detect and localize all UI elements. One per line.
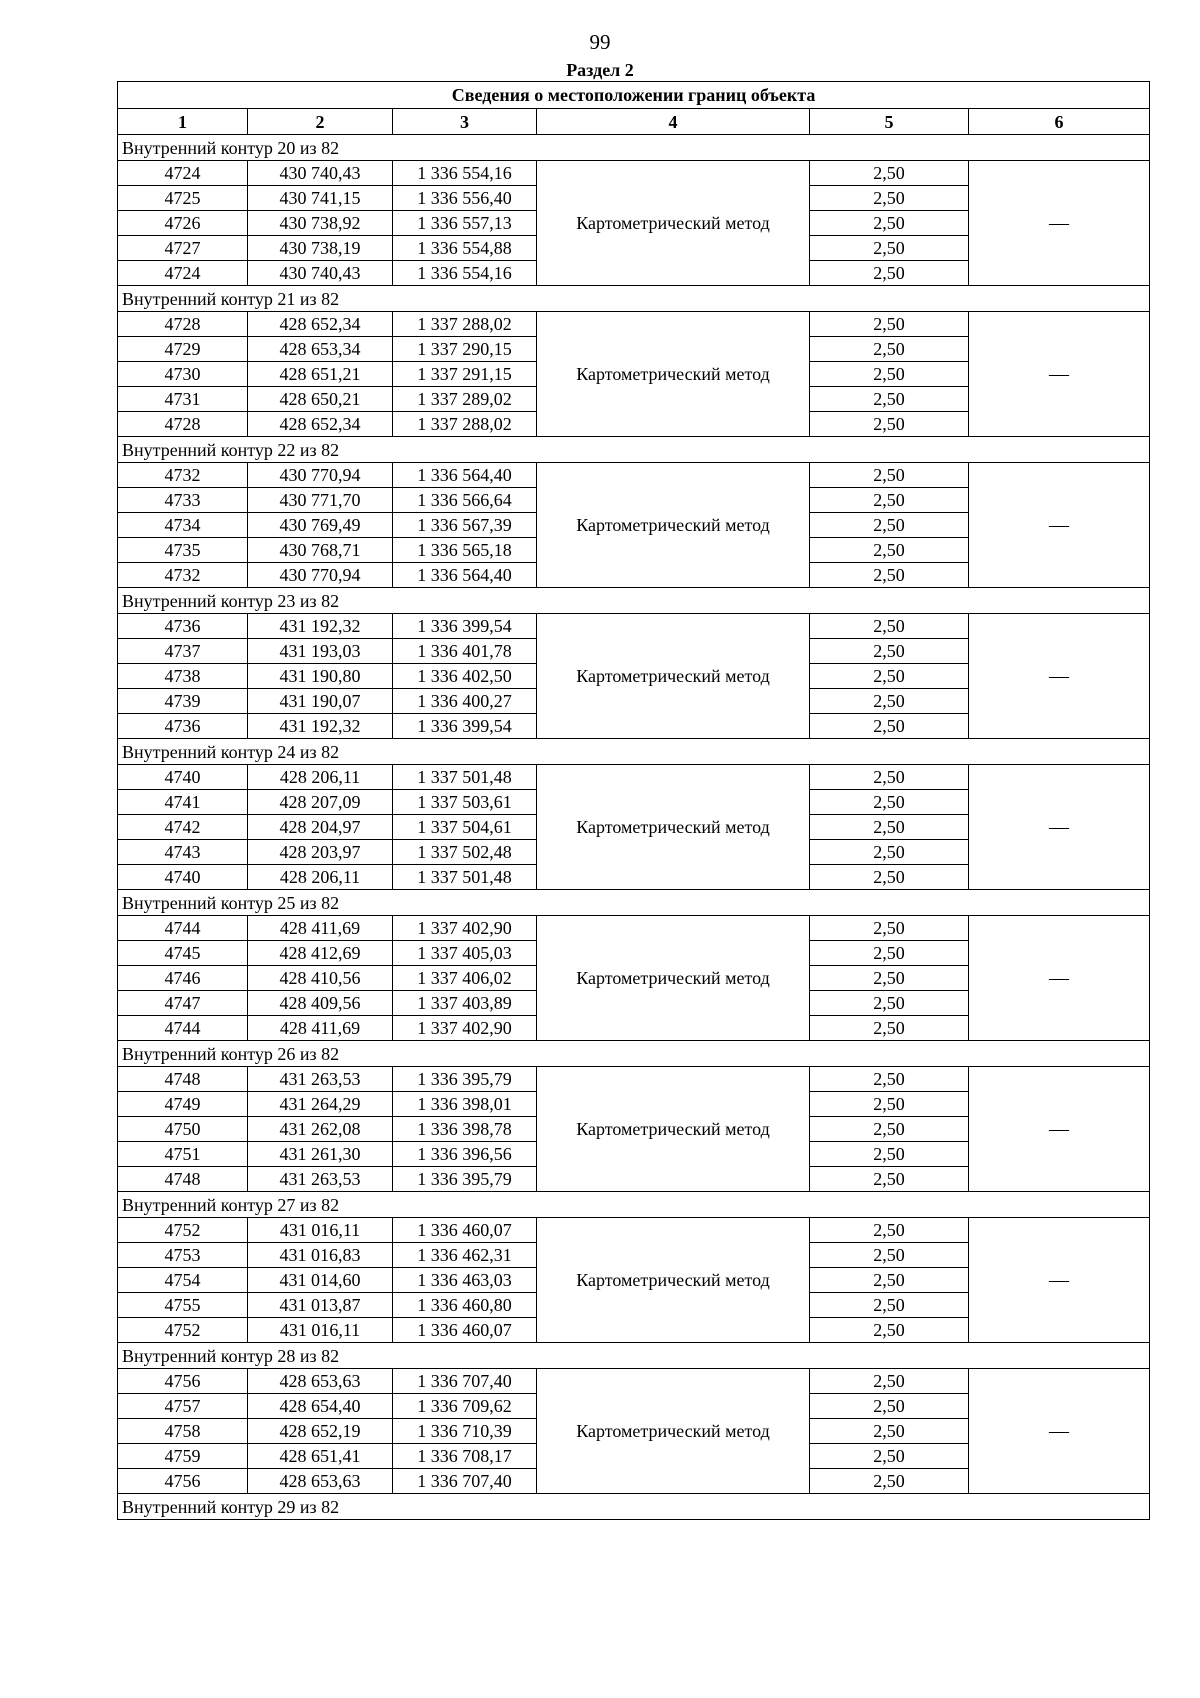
point-number-cell: 4737 (118, 639, 248, 664)
point-number-cell: 4740 (118, 765, 248, 790)
x-coordinate-cell: 430 738,19 (248, 236, 393, 261)
y-coordinate-cell: 1 336 556,40 (393, 186, 537, 211)
x-coordinate-cell: 428 206,11 (248, 865, 393, 890)
accuracy-cell: 2,50 (810, 236, 969, 261)
accuracy-cell: 2,50 (810, 639, 969, 664)
accuracy-cell: 2,50 (810, 362, 969, 387)
dash-cell: — (969, 614, 1150, 739)
contour-label-row (118, 1041, 1150, 1067)
x-coordinate-cell: 428 652,19 (248, 1419, 393, 1444)
accuracy-cell: 2,50 (810, 186, 969, 211)
x-coordinate-cell: 428 654,40 (248, 1394, 393, 1419)
point-number-cell: 4739 (118, 689, 248, 714)
y-coordinate-cell: 1 336 567,39 (393, 513, 537, 538)
x-coordinate-cell: 430 740,43 (248, 161, 393, 186)
contour-label: Внутренний контур 21 из 82 (118, 286, 1150, 312)
contour-label: Внутренний контур 27 из 82 (118, 1192, 1150, 1218)
accuracy-cell: 2,50 (810, 1419, 969, 1444)
y-coordinate-cell: 1 336 395,79 (393, 1067, 537, 1092)
y-coordinate-cell: 1 336 460,07 (393, 1318, 537, 1343)
contour-label: Внутренний контур 29 из 82 (118, 1494, 1150, 1520)
x-coordinate-cell: 431 190,07 (248, 689, 393, 714)
accuracy-cell: 2,50 (810, 538, 969, 563)
contour-label: Внутренний контур 28 из 82 (118, 1343, 1150, 1369)
point-number-cell: 4728 (118, 412, 248, 437)
accuracy-cell: 2,50 (810, 1369, 969, 1394)
header-cell-2: 2 (248, 109, 393, 135)
accuracy-cell: 2,50 (810, 1142, 969, 1167)
point-number-cell: 4751 (118, 1142, 248, 1167)
x-coordinate-cell: 428 412,69 (248, 941, 393, 966)
x-coordinate-cell: 431 014,60 (248, 1268, 393, 1293)
y-coordinate-cell: 1 337 402,90 (393, 916, 537, 941)
dash-cell: — (969, 765, 1150, 890)
table-caption-row (118, 82, 1150, 109)
y-coordinate-cell: 1 336 564,40 (393, 563, 537, 588)
accuracy-cell: 2,50 (810, 865, 969, 890)
accuracy-cell: 2,50 (810, 1067, 969, 1092)
accuracy-cell: 2,50 (810, 387, 969, 412)
dash-cell: — (969, 1218, 1150, 1343)
table-header-row (118, 109, 1150, 135)
point-number-cell: 4753 (118, 1243, 248, 1268)
y-coordinate-cell: 1 336 402,50 (393, 664, 537, 689)
accuracy-cell: 2,50 (810, 1293, 969, 1318)
table-row (118, 1369, 1150, 1394)
accuracy-cell: 2,50 (810, 991, 969, 1016)
point-number-cell: 4752 (118, 1318, 248, 1343)
y-coordinate-cell: 1 336 707,40 (393, 1469, 537, 1494)
point-number-cell: 4747 (118, 991, 248, 1016)
accuracy-cell: 2,50 (810, 1092, 969, 1117)
point-number-cell: 4731 (118, 387, 248, 412)
contour-label: Внутренний контур 20 из 82 (118, 135, 1150, 161)
header-cell-6: 6 (969, 109, 1150, 135)
table-caption: Сведения о местоположении границ объекта (118, 82, 1150, 109)
y-coordinate-cell: 1 336 399,54 (393, 714, 537, 739)
method-cell: Картометрический метод (537, 916, 810, 1041)
x-coordinate-cell: 431 190,80 (248, 664, 393, 689)
point-number-cell: 4756 (118, 1369, 248, 1394)
point-number-cell: 4729 (118, 337, 248, 362)
point-number-cell: 4746 (118, 966, 248, 991)
y-coordinate-cell: 1 336 708,17 (393, 1444, 537, 1469)
header-cell-4: 4 (537, 109, 810, 135)
x-coordinate-cell: 430 769,49 (248, 513, 393, 538)
y-coordinate-cell: 1 336 460,80 (393, 1293, 537, 1318)
point-number-cell: 4750 (118, 1117, 248, 1142)
dash-cell: — (969, 161, 1150, 286)
point-number-cell: 4744 (118, 1016, 248, 1041)
y-coordinate-cell: 1 337 405,03 (393, 941, 537, 966)
page-number: 99 (589, 30, 611, 54)
dash-cell: — (969, 916, 1150, 1041)
y-coordinate-cell: 1 336 710,39 (393, 1419, 537, 1444)
contour-label-row (118, 1343, 1150, 1369)
x-coordinate-cell: 431 016,11 (248, 1218, 393, 1243)
x-coordinate-cell: 428 411,69 (248, 1016, 393, 1041)
x-coordinate-cell: 428 651,41 (248, 1444, 393, 1469)
y-coordinate-cell: 1 337 289,02 (393, 387, 537, 412)
dash-cell: — (969, 1067, 1150, 1192)
contour-label: Внутренний контур 24 из 82 (118, 739, 1150, 765)
y-coordinate-cell: 1 336 565,18 (393, 538, 537, 563)
dash-cell: — (969, 1369, 1150, 1494)
y-coordinate-cell: 1 336 463,03 (393, 1268, 537, 1293)
x-coordinate-cell: 428 204,97 (248, 815, 393, 840)
x-coordinate-cell: 428 653,63 (248, 1369, 393, 1394)
point-number-cell: 4744 (118, 916, 248, 941)
accuracy-cell: 2,50 (810, 1318, 969, 1343)
contour-label-row (118, 135, 1150, 161)
point-number-cell: 4736 (118, 714, 248, 739)
y-coordinate-cell: 1 336 709,62 (393, 1394, 537, 1419)
contour-label-row (118, 1494, 1150, 1520)
x-coordinate-cell: 431 264,29 (248, 1092, 393, 1117)
y-coordinate-cell: 1 337 501,48 (393, 865, 537, 890)
section-title: Раздел 2 (566, 60, 634, 80)
method-cell: Картометрический метод (537, 1369, 810, 1494)
x-coordinate-cell: 428 653,34 (248, 337, 393, 362)
accuracy-cell: 2,50 (810, 1394, 969, 1419)
accuracy-cell: 2,50 (810, 790, 969, 815)
y-coordinate-cell: 1 337 502,48 (393, 840, 537, 865)
x-coordinate-cell: 431 016,83 (248, 1243, 393, 1268)
x-coordinate-cell: 431 263,53 (248, 1067, 393, 1092)
accuracy-cell: 2,50 (810, 161, 969, 186)
point-number-cell: 4730 (118, 362, 248, 387)
method-cell: Картометрический метод (537, 161, 810, 286)
y-coordinate-cell: 1 337 288,02 (393, 312, 537, 337)
point-number-cell: 4735 (118, 538, 248, 563)
table-row (118, 765, 1150, 790)
point-number-cell: 4749 (118, 1092, 248, 1117)
table-row (118, 1218, 1150, 1243)
point-number-cell: 4724 (118, 261, 248, 286)
accuracy-cell: 2,50 (810, 689, 969, 714)
boundary-coordinates-table (117, 81, 1150, 1520)
accuracy-cell: 2,50 (810, 488, 969, 513)
point-number-cell: 4759 (118, 1444, 248, 1469)
accuracy-cell: 2,50 (810, 1268, 969, 1293)
contour-label-row (118, 286, 1150, 312)
y-coordinate-cell: 1 336 707,40 (393, 1369, 537, 1394)
y-coordinate-cell: 1 337 503,61 (393, 790, 537, 815)
contour-label-row (118, 739, 1150, 765)
x-coordinate-cell: 428 409,56 (248, 991, 393, 1016)
dash-cell: — (969, 312, 1150, 437)
accuracy-cell: 2,50 (810, 261, 969, 286)
accuracy-cell: 2,50 (810, 1117, 969, 1142)
method-cell: Картометрический метод (537, 463, 810, 588)
method-cell: Картометрический метод (537, 614, 810, 739)
x-coordinate-cell: 428 207,09 (248, 790, 393, 815)
accuracy-cell: 2,50 (810, 1167, 969, 1192)
y-coordinate-cell: 1 336 395,79 (393, 1167, 537, 1192)
accuracy-cell: 2,50 (810, 1016, 969, 1041)
accuracy-cell: 2,50 (810, 815, 969, 840)
accuracy-cell: 2,50 (810, 1469, 969, 1494)
accuracy-cell: 2,50 (810, 765, 969, 790)
y-coordinate-cell: 1 336 554,16 (393, 161, 537, 186)
accuracy-cell: 2,50 (810, 966, 969, 991)
y-coordinate-cell: 1 336 554,16 (393, 261, 537, 286)
contour-label: Внутренний контур 23 из 82 (118, 588, 1150, 614)
x-coordinate-cell: 431 193,03 (248, 639, 393, 664)
table-body (118, 82, 1150, 1520)
accuracy-cell: 2,50 (810, 916, 969, 941)
x-coordinate-cell: 428 206,11 (248, 765, 393, 790)
y-coordinate-cell: 1 337 403,89 (393, 991, 537, 1016)
x-coordinate-cell: 431 263,53 (248, 1167, 393, 1192)
accuracy-cell: 2,50 (810, 840, 969, 865)
y-coordinate-cell: 1 337 501,48 (393, 765, 537, 790)
y-coordinate-cell: 1 336 566,64 (393, 488, 537, 513)
x-coordinate-cell: 431 016,11 (248, 1318, 393, 1343)
x-coordinate-cell: 428 651,21 (248, 362, 393, 387)
contour-label: Внутренний контур 25 из 82 (118, 890, 1150, 916)
x-coordinate-cell: 430 770,94 (248, 563, 393, 588)
point-number-cell: 4752 (118, 1218, 248, 1243)
x-coordinate-cell: 428 411,69 (248, 916, 393, 941)
point-number-cell: 4758 (118, 1419, 248, 1444)
x-coordinate-cell: 430 768,71 (248, 538, 393, 563)
y-coordinate-cell: 1 337 406,02 (393, 966, 537, 991)
x-coordinate-cell: 431 192,32 (248, 614, 393, 639)
accuracy-cell: 2,50 (810, 941, 969, 966)
contour-label: Внутренний контур 22 из 82 (118, 437, 1150, 463)
method-cell: Картометрический метод (537, 765, 810, 890)
x-coordinate-cell: 428 650,21 (248, 387, 393, 412)
contour-label: Внутренний контур 26 из 82 (118, 1041, 1150, 1067)
y-coordinate-cell: 1 336 557,13 (393, 211, 537, 236)
point-number-cell: 4732 (118, 563, 248, 588)
x-coordinate-cell: 431 013,87 (248, 1293, 393, 1318)
point-number-cell: 4745 (118, 941, 248, 966)
accuracy-cell: 2,50 (810, 312, 969, 337)
contour-label-row (118, 890, 1150, 916)
x-coordinate-cell: 431 261,30 (248, 1142, 393, 1167)
accuracy-cell: 2,50 (810, 463, 969, 488)
method-cell: Картометрический метод (537, 312, 810, 437)
point-number-cell: 4734 (118, 513, 248, 538)
accuracy-cell: 2,50 (810, 614, 969, 639)
x-coordinate-cell: 428 653,63 (248, 1469, 393, 1494)
point-number-cell: 4727 (118, 236, 248, 261)
point-number-cell: 4733 (118, 488, 248, 513)
contour-label-row (118, 437, 1150, 463)
x-coordinate-cell: 430 771,70 (248, 488, 393, 513)
table-row (118, 161, 1150, 186)
point-number-cell: 4755 (118, 1293, 248, 1318)
point-number-cell: 4757 (118, 1394, 248, 1419)
accuracy-cell: 2,50 (810, 1243, 969, 1268)
y-coordinate-cell: 1 337 291,15 (393, 362, 537, 387)
point-number-cell: 4748 (118, 1067, 248, 1092)
point-number-cell: 4724 (118, 161, 248, 186)
point-number-cell: 4726 (118, 211, 248, 236)
x-coordinate-cell: 431 192,32 (248, 714, 393, 739)
y-coordinate-cell: 1 336 398,01 (393, 1092, 537, 1117)
y-coordinate-cell: 1 336 564,40 (393, 463, 537, 488)
point-number-cell: 4741 (118, 790, 248, 815)
y-coordinate-cell: 1 336 462,31 (393, 1243, 537, 1268)
point-number-cell: 4738 (118, 664, 248, 689)
table-row (118, 614, 1150, 639)
method-cell: Картометрический метод (537, 1218, 810, 1343)
header-cell-5: 5 (810, 109, 969, 135)
point-number-cell: 4743 (118, 840, 248, 865)
y-coordinate-cell: 1 337 288,02 (393, 412, 537, 437)
y-coordinate-cell: 1 336 399,54 (393, 614, 537, 639)
accuracy-cell: 2,50 (810, 1444, 969, 1469)
x-coordinate-cell: 430 740,43 (248, 261, 393, 286)
y-coordinate-cell: 1 336 554,88 (393, 236, 537, 261)
table-row (118, 1067, 1150, 1092)
point-number-cell: 4748 (118, 1167, 248, 1192)
accuracy-cell: 2,50 (810, 513, 969, 538)
header-cell-1: 1 (118, 109, 248, 135)
y-coordinate-cell: 1 337 290,15 (393, 337, 537, 362)
point-number-cell: 4732 (118, 463, 248, 488)
table-row (118, 463, 1150, 488)
accuracy-cell: 2,50 (810, 714, 969, 739)
accuracy-cell: 2,50 (810, 664, 969, 689)
x-coordinate-cell: 428 410,56 (248, 966, 393, 991)
accuracy-cell: 2,50 (810, 412, 969, 437)
table-row (118, 312, 1150, 337)
accuracy-cell: 2,50 (810, 563, 969, 588)
table-row (118, 916, 1150, 941)
accuracy-cell: 2,50 (810, 1218, 969, 1243)
dash-cell: — (969, 463, 1150, 588)
x-coordinate-cell: 428 652,34 (248, 312, 393, 337)
x-coordinate-cell: 431 262,08 (248, 1117, 393, 1142)
contour-label-row (118, 588, 1150, 614)
y-coordinate-cell: 1 336 460,07 (393, 1218, 537, 1243)
y-coordinate-cell: 1 336 396,56 (393, 1142, 537, 1167)
x-coordinate-cell: 428 652,34 (248, 412, 393, 437)
y-coordinate-cell: 1 336 400,27 (393, 689, 537, 714)
x-coordinate-cell: 430 741,15 (248, 186, 393, 211)
method-cell: Картометрический метод (537, 1067, 810, 1192)
point-number-cell: 4736 (118, 614, 248, 639)
y-coordinate-cell: 1 336 401,78 (393, 639, 537, 664)
point-number-cell: 4742 (118, 815, 248, 840)
x-coordinate-cell: 430 770,94 (248, 463, 393, 488)
accuracy-cell: 2,50 (810, 337, 969, 362)
y-coordinate-cell: 1 337 402,90 (393, 1016, 537, 1041)
y-coordinate-cell: 1 336 398,78 (393, 1117, 537, 1142)
y-coordinate-cell: 1 337 504,61 (393, 815, 537, 840)
contour-label-row (118, 1192, 1150, 1218)
point-number-cell: 4756 (118, 1469, 248, 1494)
header-cell-3: 3 (393, 109, 537, 135)
point-number-cell: 4728 (118, 312, 248, 337)
point-number-cell: 4740 (118, 865, 248, 890)
x-coordinate-cell: 430 738,92 (248, 211, 393, 236)
point-number-cell: 4725 (118, 186, 248, 211)
x-coordinate-cell: 428 203,97 (248, 840, 393, 865)
accuracy-cell: 2,50 (810, 211, 969, 236)
point-number-cell: 4754 (118, 1268, 248, 1293)
